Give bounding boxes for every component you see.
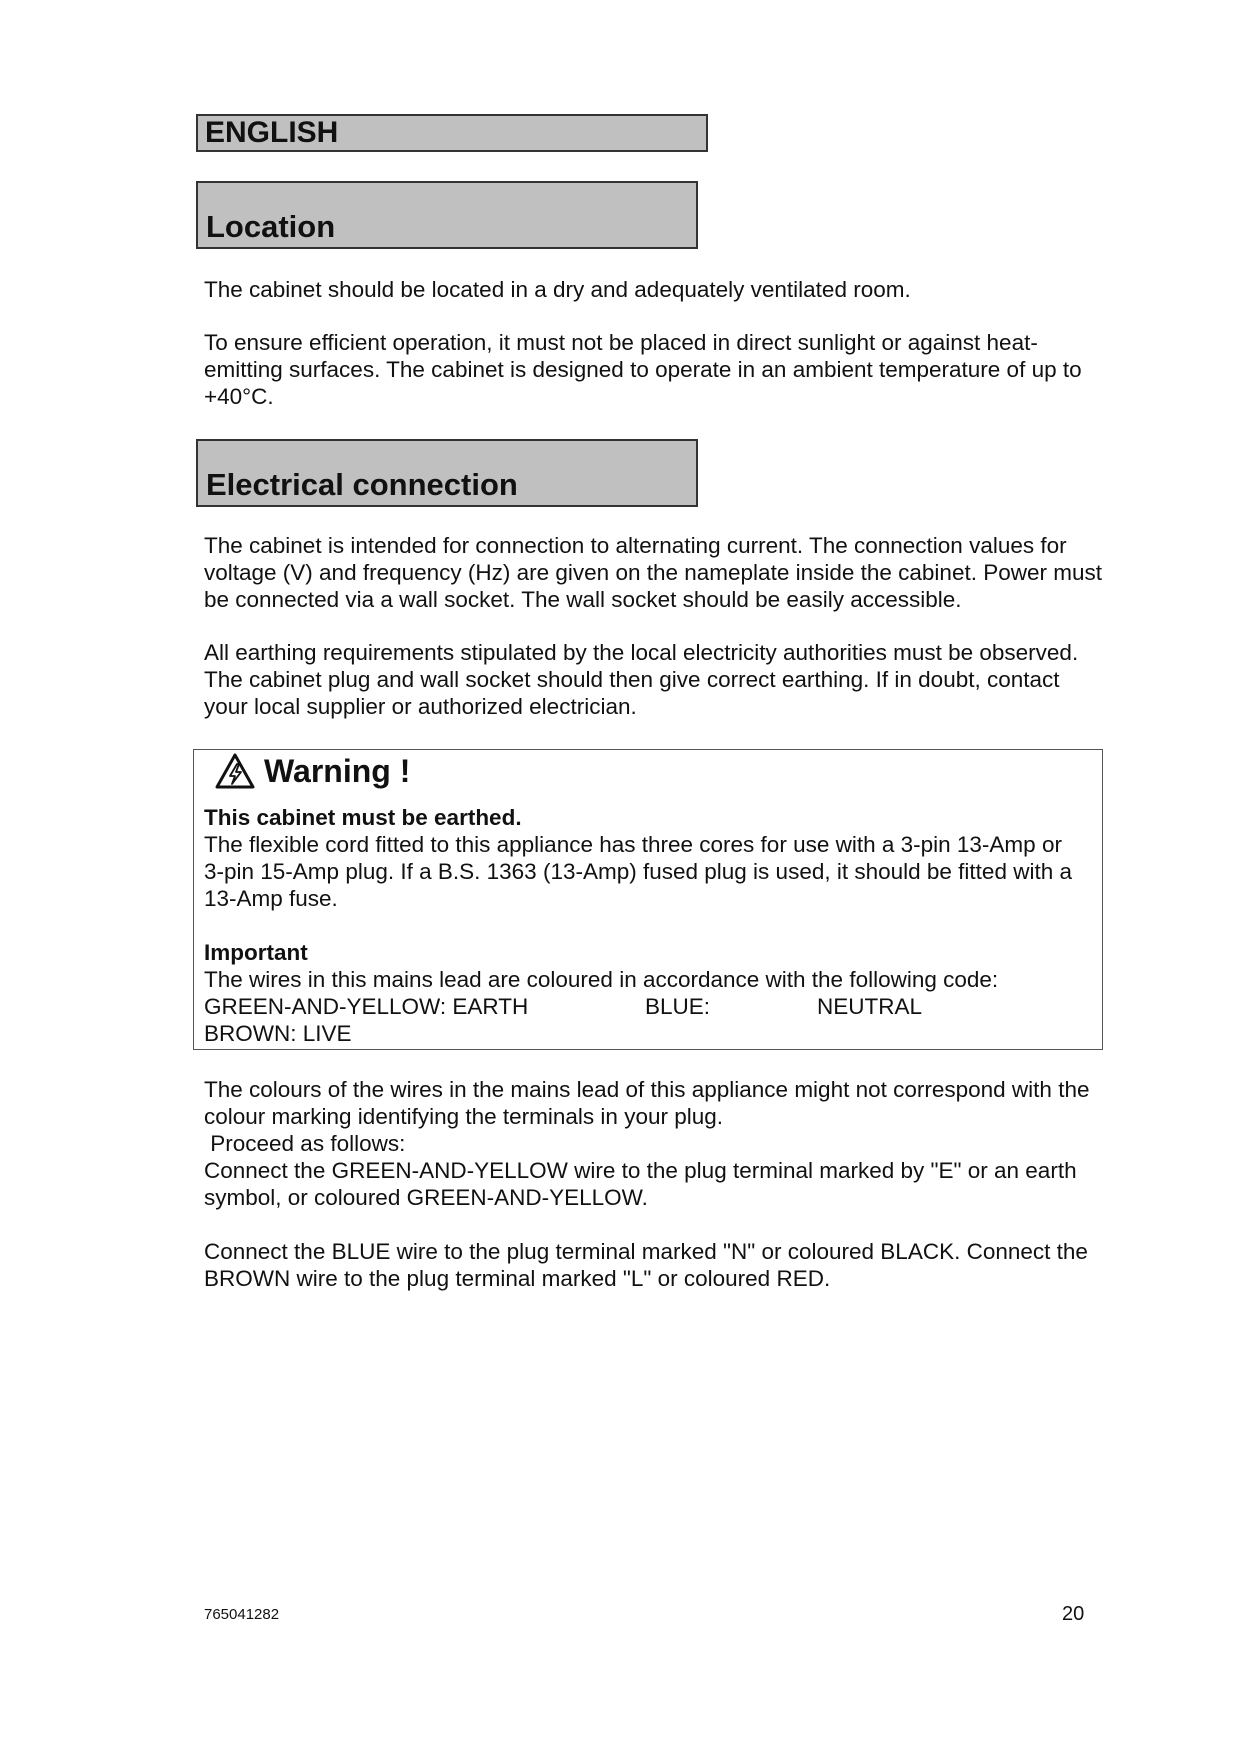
electric-warning-icon bbox=[214, 752, 256, 790]
wire-brown: BROWN: LIVE bbox=[204, 1021, 352, 1046]
wire-blue-value: NEUTRAL bbox=[817, 994, 923, 1019]
warning-body: The flexible cord fitted to this appliance has three cores for use with a 3-pin 13-Amp or 3-pin 15-Amp plug. If a B.S. 1363 (13-Amp) fused plug is used, it should be fitted with a 13-Amp fuse. bbox=[204, 832, 1072, 911]
important-text: The wires in this mains lead are coloured in accordance with the following code: bbox=[204, 967, 999, 992]
electrical-paragraph-1: The cabinet is intended for connection to alternating current. The connection values for voltage (V) and frequency (Hz) are given on the nameplate inside the cabinet. Power must be connected via a wall socket. The wall socket should be easily accessible. bbox=[204, 533, 1102, 612]
location-paragraph-1: The cabinet should be located in a dry and adequately ventilated room. bbox=[204, 277, 911, 302]
important-label: Important bbox=[204, 940, 308, 965]
warning-subtitle: This cabinet must be earthed. bbox=[204, 805, 522, 830]
language-heading: ENGLISH bbox=[196, 114, 708, 152]
instructions-proceed: Proceed as follows: bbox=[204, 1131, 406, 1156]
electrical-paragraph-2: All earthing requirements stipulated by the local electricity authorities must be observed. The cabinet plug and wall socket should then give correct earthing. If in doubt, contact your local supplier or authorized electrician. bbox=[204, 640, 1079, 719]
instructions-blue-brown-step: Connect the BLUE wire to the plug terminal marked "N" or coloured BLACK. Connect the BROWN wire to the plug terminal marked "L" or coloured RED. bbox=[204, 1239, 1088, 1291]
warning-title: Warning ! bbox=[264, 752, 411, 789]
wire-blue-label: BLUE: bbox=[645, 994, 711, 1019]
warning-title-row bbox=[214, 752, 410, 790]
document-number: 765041282 bbox=[204, 1606, 280, 1623]
location-heading: Location bbox=[196, 181, 698, 249]
instructions-earth-step: Connect the GREEN-AND-YELLOW wire to the plug terminal marked by "E" or an earth symbol, or coloured GREEN-AND-YELLOW. bbox=[204, 1158, 1077, 1210]
electrical-heading: Electrical connection bbox=[196, 439, 698, 507]
page-number: 20 bbox=[1062, 1603, 1085, 1625]
location-paragraph-2: To ensure efficient operation, it must not be placed in direct sunlight or against heat-emitting surfaces. The cabinet is designed to operate in an ambient temperature of up to +40°C. bbox=[204, 330, 1082, 409]
wire-green-yellow: GREEN-AND-YELLOW: EARTH bbox=[204, 994, 529, 1019]
instructions-intro: The colours of the wires in the mains lead of this appliance might not correspond with the colour marking identifying the terminals in your plug. bbox=[204, 1077, 1090, 1129]
